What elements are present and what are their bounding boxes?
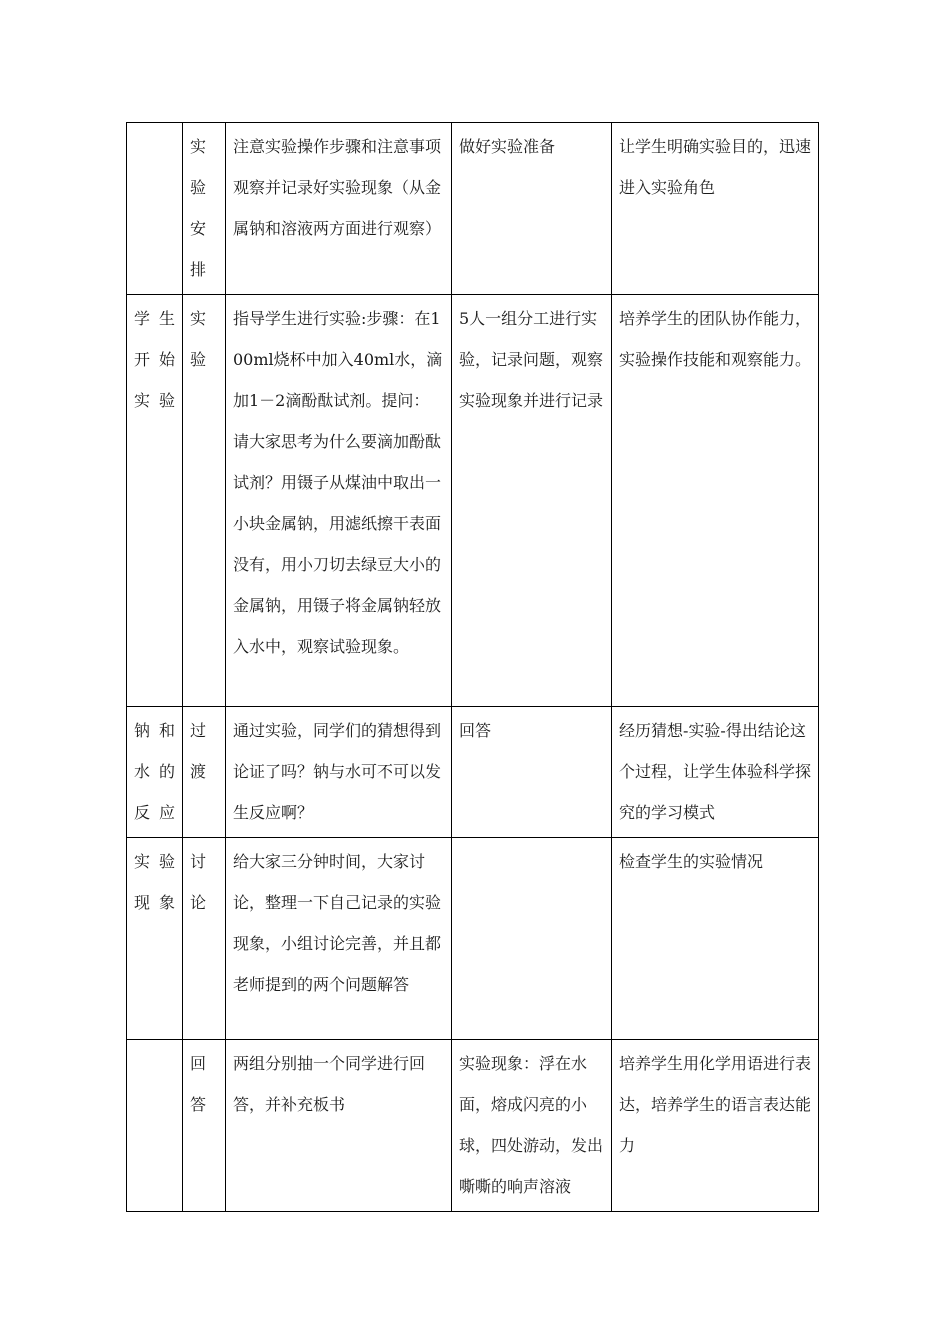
- table-row: [127, 838, 819, 1040]
- design-intent-cell: 经历猜想-实验-得出结论这个过程，让学生体验科学探究的学习模式: [612, 707, 819, 838]
- design-intent-cell: 让学生明确实验目的，迅速进入实验角色: [612, 123, 819, 295]
- step-cell: 实验安排: [183, 123, 226, 295]
- table-row: [127, 707, 819, 838]
- student-activity-cell: 做好实验准备: [452, 123, 612, 295]
- table-row: [127, 295, 819, 707]
- design-intent-cell: 检查学生的实验情况: [612, 838, 819, 1040]
- teacher-activity-cell: 给大家三分钟时间，大家讨论，整理一下自己记录的实验现象，小组讨论完善，并且都老师提到的两个问题解答: [226, 838, 452, 1040]
- teacher-activity-cell: 注意实验操作步骤和注意事项 观察并记录好实验现象（从金属钠和溶液两方面进行观察）: [226, 123, 452, 295]
- topic-cell: 实验现象: [127, 838, 183, 1040]
- design-intent-cell: 培养学生的团队协作能力，实验操作技能和观察能力。: [612, 295, 819, 707]
- teacher-activity-cell: 两组分别抽一个同学进行回答，并补充板书: [226, 1040, 452, 1212]
- table-row: [127, 123, 819, 295]
- lesson-plan-table: [126, 122, 819, 1212]
- student-activity-cell: 实验现象：浮在水面，熔成闪亮的小球，四处游动，发出嘶嘶的响声溶液: [452, 1040, 612, 1212]
- table-row: [127, 1040, 819, 1212]
- topic-cell: 学生开始实验: [127, 295, 183, 707]
- step-cell: 实验: [183, 295, 226, 707]
- student-activity-cell: 回答: [452, 707, 612, 838]
- step-cell: 讨论: [183, 838, 226, 1040]
- topic-cell: [127, 1040, 183, 1212]
- student-activity-cell: [452, 838, 612, 1040]
- student-activity-cell: 5人一组分工进行实验，记录问题，观察实验现象并进行记录: [452, 295, 612, 707]
- topic-cell: 钠和水的反应: [127, 707, 183, 838]
- teacher-activity-cell: 通过实验，同学们的猜想得到论证了吗？钠与水可不可以发生反应啊？: [226, 707, 452, 838]
- teacher-activity-cell: 指导学生进行实验:步骤：在100ml烧杯中加入40ml水，滴加1－2滴酚酞试剂。提问：请大家思考为什么要滴加酚酞试剂？用镊子从煤油中取出一小块金属钠，用滤纸擦干表面没有，用小刀切去绿豆大小的金属钠，用镊子将金属钠轻放入水中，观察试验现象。: [226, 295, 452, 707]
- topic-cell: [127, 123, 183, 295]
- design-intent-cell: 培养学生用化学用语进行表达，培养学生的语言表达能力: [612, 1040, 819, 1212]
- step-cell: 过渡: [183, 707, 226, 838]
- step-cell: 回答: [183, 1040, 226, 1212]
